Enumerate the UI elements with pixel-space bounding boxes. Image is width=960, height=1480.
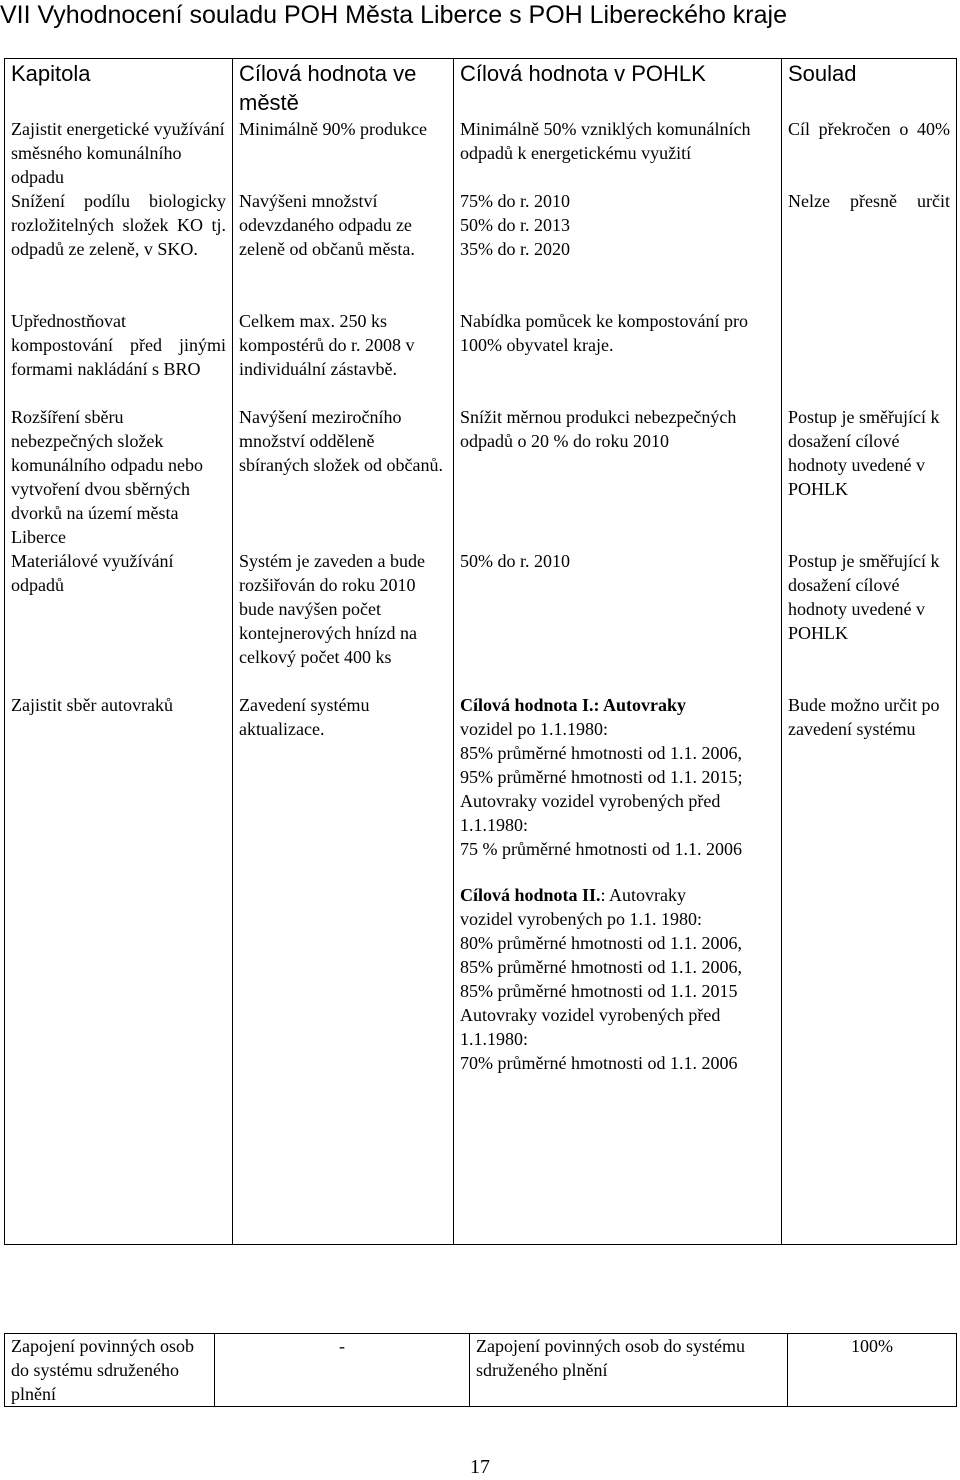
page-title: VII Vyhodnocení souladu POH Města Liberce s POH Libereckého kraje: [0, 1, 787, 29]
table-row: [5, 117, 957, 189]
target-line: 75 % průměrné hmotnosti od 1.1. 2006: [460, 839, 742, 859]
pohlk-line: 75% do r. 2010: [460, 191, 570, 211]
target-line: 85% průměrné hmotnosti od 1.1. 2006,: [460, 743, 742, 763]
cell-mesto: Minimálně 90% produkce: [233, 117, 454, 189]
bottom-table: [4, 1333, 957, 1407]
header-soulad: Soulad: [782, 59, 957, 118]
target-line: 70% průměrné hmotnosti od 1.1. 2006: [460, 1053, 738, 1073]
target-2-heading-rest: : Autovraky: [600, 885, 687, 905]
target-2-block: [460, 883, 775, 1075]
target-2-heading: Cílová hodnota II.: [460, 885, 601, 905]
table-row: [5, 405, 957, 549]
header-cilova-hodnota-pohlk: Cílová hodnota v POHLK: [454, 59, 782, 118]
cell-mesto: -: [215, 1334, 470, 1407]
cell-soulad: Nelze přesně určit: [782, 189, 957, 309]
cell-soulad: Postup je směřující k dosažení cílové hodnoty uvedené v POHLK: [782, 405, 957, 549]
page-number: 17: [470, 1456, 490, 1478]
cell-pohlk: Snížit měrnou produkci nebezpečných odpadů o 20 % do roku 2010: [454, 405, 782, 549]
cell-soulad: 100%: [788, 1334, 957, 1407]
cell-kapitola: Zajistit energetické využívání směsného komunálního odpadu: [5, 117, 233, 189]
cell-kapitola: Zapojení povinných osob do systému sdruženého plnění: [5, 1334, 215, 1407]
cell-kapitola: Upřednostňovat kompostování před jinými formami nakládání s BRO: [5, 309, 233, 405]
cell-soulad: Postup je směřující k dosažení cílové hodnoty uvedené v POHLK: [782, 549, 957, 693]
table-row: [5, 693, 957, 1245]
target-line: Autovraky vozidel vyrobených před 1.1.1980:: [460, 791, 721, 835]
cell-mesto: Zavedení systému aktualizace.: [233, 693, 454, 1245]
cell-mesto: Celkem max. 250 ks kompostérů do r. 2008 v individuální zástavbě.: [233, 309, 454, 405]
table-row: [5, 309, 957, 405]
target-line: 95% průměrné hmotnosti od 1.1. 2015;: [460, 767, 743, 787]
table-header-row: [5, 59, 957, 118]
target-line: Autovraky vozidel vyrobených před 1.1.1980:: [460, 1005, 721, 1049]
target-1-heading: Cílová hodnota I.: Autovraky: [460, 695, 687, 715]
cell-pohlk: Minimálně 50% vzniklých komunálních odpadů k energetickému využití: [454, 117, 782, 189]
header-kapitola: Kapitola: [5, 59, 233, 118]
evaluation-table: [4, 58, 957, 1245]
cell-kapitola: Zajistit sběr autovraků: [5, 693, 233, 1245]
cell-kapitola: Snížení podílu biologicky rozložitelných složek KO tj. odpadů ze zeleně, v SKO.: [5, 189, 233, 309]
target-line: 80% průměrné hmotnosti od 1.1. 2006, 85% průměrné hmotnosti od 1.1. 2006,: [460, 933, 742, 977]
target-line: vozidel po 1.1.1980:: [460, 719, 608, 739]
cell-kapitola: Materiálové využívání odpadů: [5, 549, 233, 693]
cell-soulad: Bude možno určit po zavedení systému: [782, 693, 957, 1245]
cell-mesto: Navýšeni množství odevzdaného odpadu ze zeleně od občanů města.: [233, 189, 454, 309]
table-row: [5, 1334, 957, 1407]
cell-pohlk: [454, 693, 782, 1245]
pohlk-line: 35% do r. 2020: [460, 239, 570, 259]
table-row: [5, 549, 957, 693]
header-cilova-hodnota-mesto: Cílová hodnota ve městě: [233, 59, 454, 118]
cell-pohlk: Nabídka pomůcek ke kompostování pro 100% obyvatel kraje.: [454, 309, 782, 405]
table-row: [5, 189, 957, 309]
target-line: vozidel vyrobených po 1.1. 1980:: [460, 909, 702, 929]
cell-mesto: Navýšení meziročního množství odděleně sbíraných složek od občanů.: [233, 405, 454, 549]
cell-kapitola: Rozšíření sběru nebezpečných složek komunálního odpadu nebo vytvoření dvou sběrných dvorků na území města Liberce: [5, 405, 233, 549]
cell-pohlk: [454, 189, 782, 309]
cell-soulad: Cíl překročen o 40%: [782, 117, 957, 189]
cell-pohlk: 50% do r. 2010: [454, 549, 782, 693]
pohlk-line: 50% do r. 2013: [460, 215, 570, 235]
cell-soulad: [782, 309, 957, 405]
cell-pohlk: Zapojení povinných osob do systému sdruženého plnění: [470, 1334, 788, 1407]
target-1-block: [460, 693, 775, 861]
cell-mesto: Systém je zaveden a bude rozšiřován do roku 2010 bude navýšen počet kontejnerových hnízd na celkový počet 400 ks: [233, 549, 454, 693]
target-line: 85% průměrné hmotnosti od 1.1. 2015: [460, 981, 738, 1001]
